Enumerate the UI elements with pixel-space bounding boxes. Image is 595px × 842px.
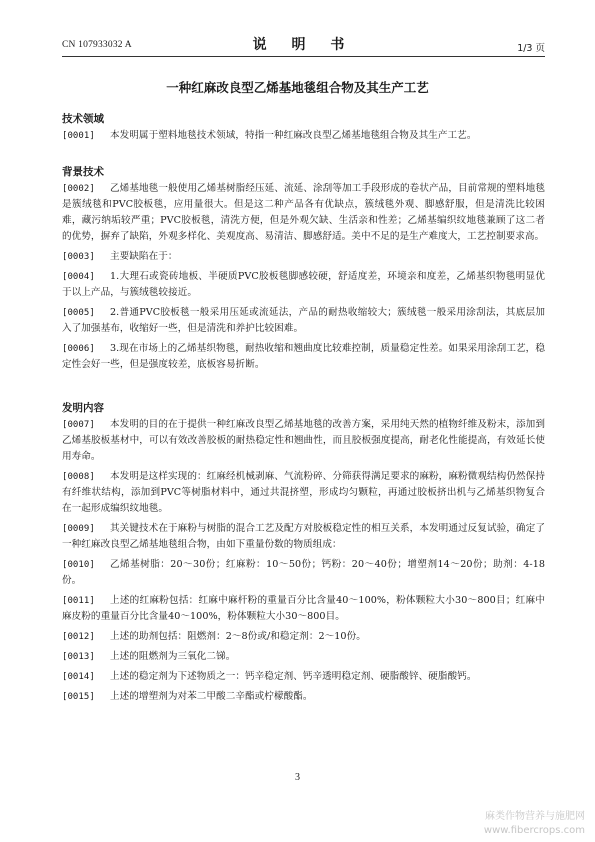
paragraph-number: [0001] — [62, 131, 95, 141]
paragraph-number: [0013] — [62, 652, 95, 662]
paragraph-number: [0006] — [62, 344, 95, 354]
paragraph — [62, 341, 545, 373]
paragraph-number: [0005] — [62, 308, 95, 318]
document-title: 一种红麻改良型乙烯基地毯组合物及其生产工艺 — [166, 80, 429, 95]
document-type-heading: 说 明 书 — [252, 37, 355, 53]
paragraph-text: 乙烯基地毯一般使用乙烯基树脂经压延、流延、涂刮等加工手段形成的卷状产品，目前常规的塑料地毯是簇绒毯和PVC胶板毯，应用量很大。但是这二种产品各有优缺点，簇绒毯外观、脚感舒服，但是清洗比较困难，藏污纳垢较严重；PVC胶板毯，清洗方便，但是外观欠缺、生活亲和性差；乙烯基编织纹地毯兼顾了这二者的优势，摒弃了缺陷，外观多样化、美观度高、易清洁、脚感舒适。美中不足的是生产难度大，工艺控制要求高。 — [62, 183, 545, 242]
paragraph-text: 乙烯基树脂：20～30份；红麻粉：10～50份；钙粉：20～40份；增塑剂14～20份；助剂：4-18份。 — [62, 559, 545, 586]
paragraph-text: 本发明的目的在于提供一种红麻改良型乙烯基地毯的改善方案，采用纯天然的植物纤维及粉末，添加到乙烯基胶板基材中，可以有效改善胶板的耐热稳定性和翘曲性，而且胶板强度提高，耐老化性能提高，有效延长使用寿命。 — [62, 419, 545, 462]
publication-number: CN 107933032 A — [62, 40, 132, 50]
paragraph-text: 本发明属于塑料地毯技术领域，特指一种红麻改良型乙烯基地毯组合物及其生产工艺。 — [110, 130, 477, 141]
paragraph — [62, 629, 545, 645]
paragraph-number: [0003] — [62, 252, 95, 262]
paragraph-text: 3.现在市场上的乙烯基织物毯，耐热收缩和翘曲度比较难控制，质量稳定性差。如果采用涂刮工艺，稳定性会好一些，但是强度较差，底板容易折断。 — [62, 343, 545, 370]
paragraph-text: 其关键技术在于麻粉与树脂的混合工艺及配方对胶板稳定性的相互关系，本发明通过反复试验，确定了一种红麻改良型乙烯基地毯组合物，由如下重量份数的物质组成： — [62, 523, 545, 550]
paragraph-number: [0014] — [62, 672, 95, 682]
paragraph-number: [0008] — [62, 472, 95, 482]
paragraph — [62, 305, 545, 337]
watermark-site-name: 麻类作物营养与施肥网 — [485, 811, 585, 822]
section-background — [62, 165, 545, 373]
watermark-url: www.fibercrops.com — [483, 825, 585, 836]
watermark — [484, 810, 585, 838]
section-invention-content — [62, 401, 545, 705]
page-header — [62, 34, 545, 57]
paragraph-text: 2.普通PVC胶板毯一般采用压延或流延法，产品的耐热收缩较大；簇绒毯一般采用涂刮法，其底层加入了加强基布，收缩好一些，但是清洗和养护比较困难。 — [62, 307, 545, 334]
paragraph — [62, 417, 545, 465]
paragraph — [62, 649, 545, 665]
section-heading: 发明内容 — [62, 402, 104, 414]
paragraph — [62, 689, 545, 705]
paragraph-number: [0002] — [62, 184, 95, 194]
paragraph — [62, 269, 545, 301]
document-body — [62, 112, 545, 709]
paragraph-number: [0009] — [62, 524, 95, 534]
paragraph — [62, 669, 545, 685]
paragraph-text: 上述的稳定剂为下述物质之一：钙辛稳定剂、钙辛透明稳定剂、硬脂酸锌、硬脂酸钙。 — [110, 671, 477, 682]
page-number: 3 — [295, 772, 300, 783]
paragraph-text: 1.大理石或瓷砖地板、半硬质PVC胶板毯脚感较硬，舒适度差，环境亲和度差，乙烯基织物毯明显优于以上产品，与簇绒毯较接近。 — [62, 271, 545, 298]
paragraph — [62, 593, 545, 625]
paragraph-text: 上述的阻燃剂为三氧化二锑。 — [110, 651, 236, 662]
paragraph-text: 本发明是这样实现的：红麻经机械剥麻、气流粉碎、分筛获得满足要求的麻粉，麻粉微观结构仍然保持有纤维状结构，添加到PVC等树脂材料中，通过共混挤塑，形成均匀颗粒，再通过胶板挤出机与乙烯基织物复合在一起形成编织纹地毯。 — [62, 471, 545, 514]
paragraph — [62, 181, 545, 245]
paragraph-text: 上述的红麻粉包括：红麻中麻杆粉的重量百分比含量40～100%，粉体颗粒大小30～800目；红麻中麻皮粉的重量百分比含量40～100%，粉体颗粒大小30～800目。 — [62, 595, 545, 622]
paragraph — [62, 128, 545, 144]
paragraph-number: [0004] — [62, 272, 95, 282]
paragraph-text: 主要缺陷在于： — [110, 251, 178, 262]
paragraph-number: [0012] — [62, 632, 95, 642]
section-technical-field — [62, 112, 545, 144]
paragraph-text: 上述的增塑剂为对苯二甲酸二辛酯或柠檬酸酯。 — [110, 691, 313, 702]
page-count: 1/3 页 — [517, 43, 545, 54]
section-heading: 背景技术 — [62, 166, 104, 178]
paragraph — [62, 249, 545, 265]
paragraph-number: [0011] — [62, 596, 95, 606]
paragraph — [62, 469, 545, 517]
paragraph-number: [0015] — [62, 692, 95, 702]
paragraph — [62, 521, 545, 553]
paragraph-text: 上述的助剂包括：阻燃剂：2～8份或/和稳定剂：2～10份。 — [110, 631, 366, 642]
paragraph-number: [0010] — [62, 560, 95, 570]
paragraph — [62, 557, 545, 589]
section-heading: 技术领域 — [62, 113, 104, 125]
paragraph-number: [0007] — [62, 420, 95, 430]
